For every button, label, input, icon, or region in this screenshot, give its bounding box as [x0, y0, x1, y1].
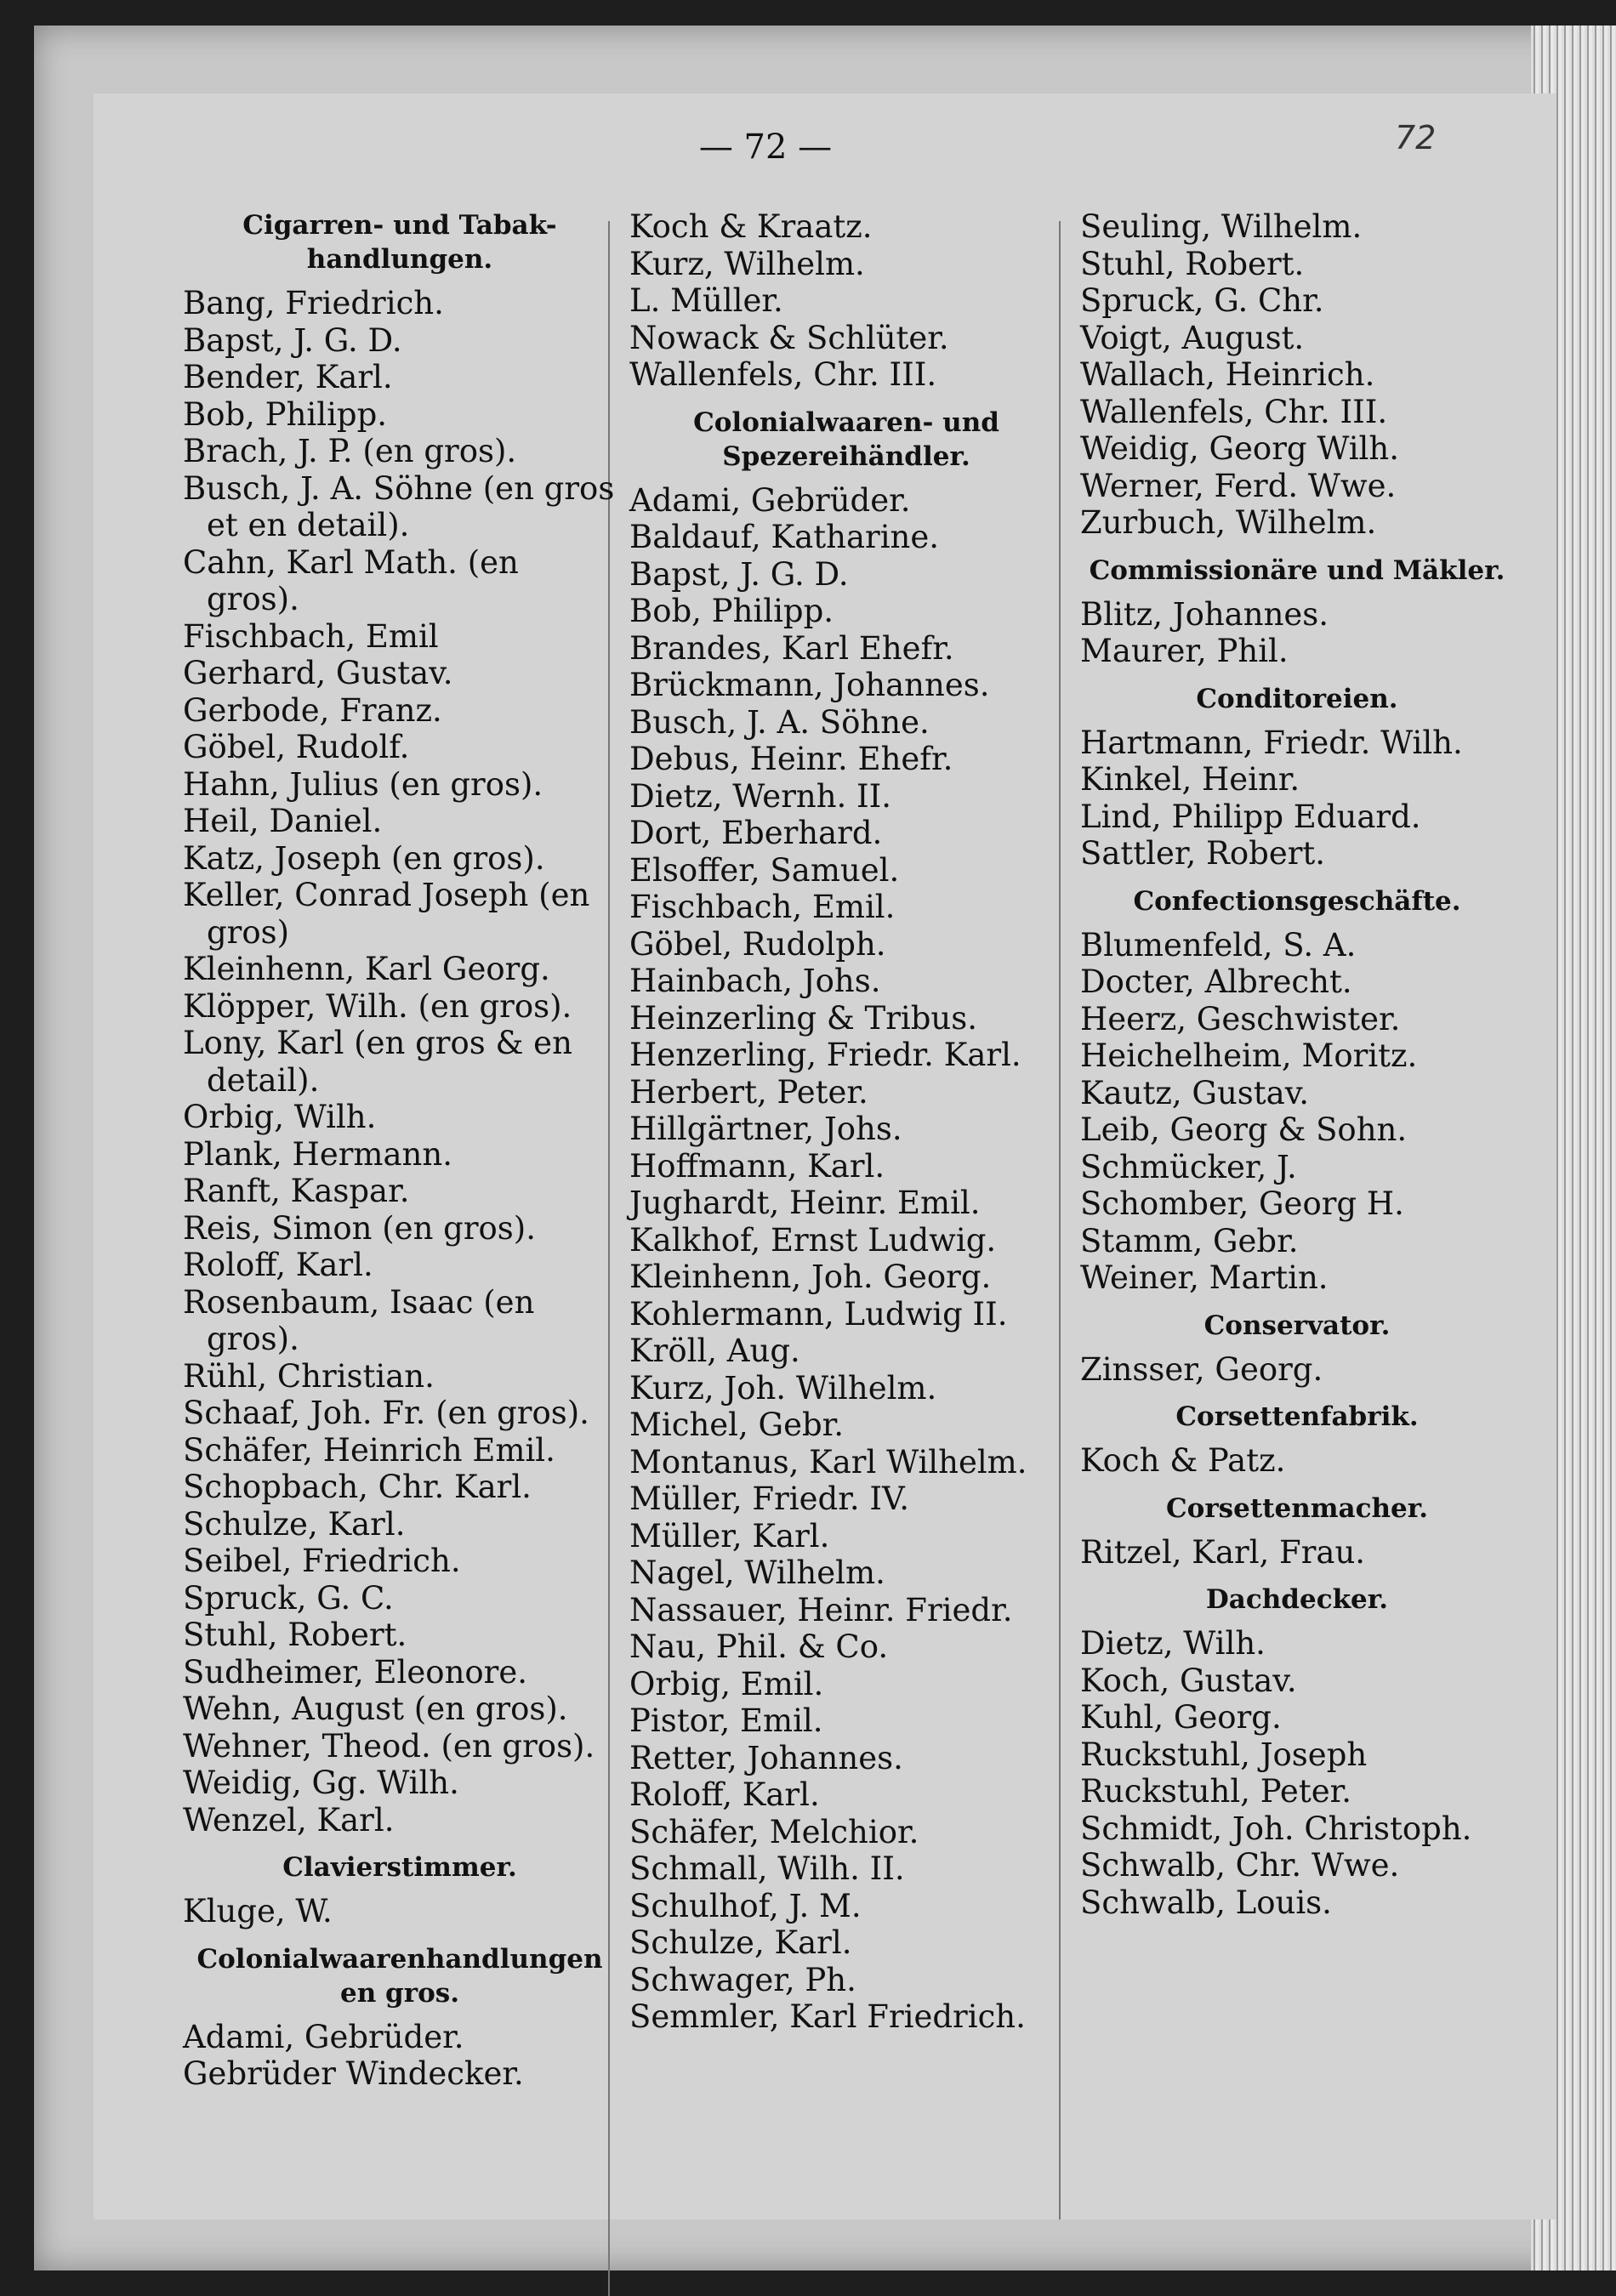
directory-entry: Kuhl, Georg. [1080, 1699, 1282, 1736]
directory-entry: Koch, Gustav. [1080, 1662, 1297, 1699]
directory-entry: Plank, Hermann. [183, 1135, 452, 1173]
directory-entry: Henzerling, Friedr. Karl. [629, 1037, 1021, 1073]
directory-entry: Hainbach, Johs. [629, 963, 881, 999]
directory-entry: Adami, Gebrüder. [183, 2018, 464, 2055]
directory-entry: Kurz, Joh. Wilhelm. [629, 1369, 937, 1407]
handwritten-page-note: 72 [1395, 119, 1437, 156]
directory-entry: Schmidt, Joh. Christoph. [1080, 1810, 1472, 1847]
directory-entry: Michel, Gebr. [629, 1407, 845, 1443]
directory-entry: Kleinhenn, Karl Georg. [183, 951, 550, 987]
directory-entry: Semmler, Karl Friedrich. [629, 1998, 1026, 2035]
directory-entry: Rühl, Christian. [183, 1357, 435, 1395]
directory-entry: Stamm, Gebr. [1080, 1222, 1299, 1259]
directory-entry: Keller, Conrad Joseph (en gros) [183, 877, 590, 951]
directory-entry: Busch, J. A. Söhne. [629, 703, 930, 741]
directory-entry: Nau, Phil. & Co. [629, 1628, 889, 1665]
directory-entry: Dietz, Wernh. II. [629, 777, 892, 815]
directory-entry: Adami, Gebrüder. [629, 481, 911, 519]
directory-entry: Bapst, J. G. D. [629, 555, 849, 593]
directory-entry: Hoffmann, Karl. [629, 1147, 885, 1185]
directory-entry: Werner, Ferd. Wwe. [1080, 467, 1397, 504]
directory-entry: L. Müller. [629, 282, 783, 319]
directory-entry: Jughardt, Heinr. Emil. [629, 1185, 981, 1221]
directory-entry: Ruckstuhl, Peter. [1080, 1773, 1351, 1810]
directory-entry: Schäfer, Melchior. [629, 1813, 919, 1850]
directory-entry: Maurer, Phil. [1080, 633, 1289, 669]
page-number: — 72 — [698, 128, 833, 167]
directory-entry: Brückmann, Johannes. [629, 667, 990, 703]
directory-entry: Kalkhof, Ernst Ludwig. [629, 1221, 997, 1259]
directory-entry: Ruckstuhl, Joseph [1080, 1736, 1368, 1773]
directory-entry: Wallenfels, Chr. III. [629, 356, 937, 393]
directory-entry: Schulze, Karl. [629, 1924, 852, 1961]
directory-entry: Orbig, Emil. [629, 1665, 824, 1702]
directory-entry: Docter, Albrecht. [1080, 963, 1352, 1000]
section-heading: Commissionäre und Mäkler. [1089, 554, 1505, 586]
directory-entry: Bapst, J. G. D. [183, 321, 402, 359]
directory-entry: Dietz, Wilh. [1080, 1625, 1266, 1662]
directory-entry: Schwalb, Chr. Wwe. [1080, 1847, 1400, 1884]
directory-entry: Montanus, Karl Wilhelm. [629, 1443, 1027, 1480]
directory-entry: Koch & Kraatz. [629, 208, 873, 245]
section-heading: Dachdecker. [1205, 1584, 1389, 1615]
directory-entry: Schwager, Ph. [629, 1961, 856, 1998]
directory-entry: Bender, Karl. [183, 359, 393, 395]
directory-entry: Heichelheim, Moritz. [1080, 1037, 1418, 1074]
directory-entry: Herbert, Peter. [629, 1073, 868, 1111]
section-heading: Colonialwaarenhandlungen en gros. [196, 1943, 603, 2009]
section-heading: Conservator. [1203, 1310, 1391, 1341]
directory-entry: Heerz, Geschwister. [1080, 1000, 1401, 1037]
directory-entry: Baldauf, Katharine. [629, 519, 940, 555]
section-heading: Cigarren- und Tabak-handlungen. [242, 210, 557, 275]
section-heading: Confectionsgeschäfte. [1133, 885, 1461, 917]
directory-entry: Schulze, Karl. [183, 1505, 406, 1543]
directory-entry: Schulhof, J. M. [629, 1887, 862, 1924]
directory-entry: Hillgärtner, Johs. [629, 1111, 902, 1147]
directory-entry: Kleinhenn, Joh. Georg. [629, 1259, 992, 1295]
directory-entry: Kluge, W. [183, 1893, 333, 1929]
directory-entry: Lony, Karl (en gros & en detail). [183, 1025, 572, 1099]
directory-entry: Kröll, Aug. [629, 1333, 800, 1369]
directory-entry: Busch, J. A. Söhne (en gros et en detail). [183, 469, 615, 543]
directory-entry: Kinkel, Heinr. [1080, 761, 1300, 798]
directory-entry: Fischbach, Emil [183, 617, 439, 655]
directory-entry: Schaaf, Joh. Fr. (en gros). [183, 1395, 589, 1431]
directory-entry: Zurbuch, Wilhelm. [1080, 504, 1377, 541]
directory-entry: Sudheimer, Eleonore. [183, 1653, 528, 1691]
directory-entry: Gerbode, Franz. [183, 691, 442, 729]
directory-entry: Koch & Patz. [1080, 1442, 1286, 1479]
section-heading: Corsettenmacher. [1165, 1492, 1429, 1524]
directory-entry: Kautz, Gustav. [1080, 1074, 1309, 1111]
directory-entry: Elsoffer, Samuel. [629, 851, 900, 889]
directory-entry: Wenzel, Karl. [183, 1801, 395, 1839]
directory-entry: Kurz, Wilhelm. [629, 245, 865, 282]
directory-entry: Wehn, August (en gros). [183, 1691, 568, 1727]
directory-entry: Zinsser, Georg. [1080, 1350, 1323, 1388]
section-heading: Corsettenfabrik. [1175, 1401, 1419, 1432]
directory-entry: Nagel, Wilhelm. [629, 1554, 885, 1591]
directory-entry: Bang, Friedrich. [183, 285, 444, 321]
directory-entry: Schwalb, Louis. [1080, 1884, 1332, 1921]
directory-entry: Schomber, Georg H. [1080, 1185, 1404, 1222]
directory-entry: Weidig, Gg. Wilh. [183, 1765, 459, 1801]
directory-entry: Heil, Daniel. [183, 803, 383, 839]
directory-entry: Seuling, Wilhelm. [1080, 208, 1363, 245]
directory-entry: Schopbach, Chr. Karl. [183, 1469, 532, 1505]
directory-entry: Müller, Karl. [629, 1517, 830, 1554]
directory-entry: Debus, Heinr. Ehefr. [629, 741, 953, 777]
directory-entry: Ranft, Kaspar. [183, 1173, 410, 1209]
directory-entry: Klöpper, Wilh. (en gros). [183, 987, 572, 1025]
directory-entry: Brandes, Karl Ehefr. [629, 629, 954, 667]
directory-entry: Blitz, Johannes. [1080, 595, 1329, 633]
directory-entry: Roloff, Karl. [629, 1776, 820, 1813]
directory-entry: Nassauer, Heinr. Friedr. [629, 1591, 1013, 1628]
directory-entry: Stuhl, Robert. [183, 1617, 407, 1653]
column-1 [183, 208, 617, 2093]
section-heading: Clavierstimmer. [282, 1852, 517, 1883]
directory-entry: Wehner, Theod. (en gros). [183, 1727, 595, 1765]
directory-entry: Reis, Simon (en gros). [183, 1209, 536, 1247]
directory-entry: Gebrüder Windecker. [183, 2055, 524, 2092]
directory-entry: Göbel, Rudolph. [629, 925, 886, 963]
directory-entry: Brach, J. P. (en gros). [183, 433, 517, 469]
directory-entry: Spruck, G. Chr. [1080, 282, 1324, 319]
directory-entry: Leib, Georg & Sohn. [1080, 1111, 1408, 1148]
column-2 [629, 208, 1063, 2036]
directory-entry: Voigt, August. [1080, 319, 1305, 356]
directory-entry: Weidig, Georg Wilh. [1080, 430, 1399, 467]
directory-entry: Weiner, Martin. [1080, 1259, 1329, 1296]
column-3 [1080, 208, 1514, 1921]
directory-entry: Bob, Philipp. [629, 593, 834, 629]
directory-entry: Kohlermann, Ludwig II. [629, 1295, 1008, 1333]
directory-entry: Dort, Eberhard. [629, 815, 883, 851]
section-heading: Conditoreien. [1196, 683, 1398, 714]
directory-entry: Schäfer, Heinrich Emil. [183, 1431, 555, 1469]
directory-entry: Schmall, Wilh. II. [629, 1850, 905, 1887]
directory-entry: Müller, Friedr. IV. [629, 1480, 909, 1517]
directory-entry: Sattler, Robert. [1080, 835, 1326, 872]
directory-entry: Hahn, Julius (en gros). [183, 765, 543, 803]
directory-entry: Wallenfels, Chr. III. [1080, 393, 1388, 430]
directory-entry: Seibel, Friedrich. [183, 1543, 461, 1579]
directory-entry: Fischbach, Emil. [629, 889, 896, 925]
directory-entry: Roloff, Karl. [183, 1247, 373, 1283]
directory-entry: Nowack & Schlüter. [629, 319, 949, 356]
directory-entry: Rosenbaum, Isaac (en gros). [183, 1283, 535, 1357]
directory-entry: Gerhard, Gustav. [183, 655, 453, 691]
directory-entry: Blumenfeld, S. A. [1080, 926, 1357, 963]
directory-entry: Orbig, Wilh. [183, 1099, 377, 1135]
directory-entry: Göbel, Rudolf. [183, 729, 410, 765]
directory-entry: Spruck, G. C. [183, 1579, 394, 1617]
directory-entry: Heinzerling & Tribus. [629, 999, 978, 1037]
section-heading: Colonialwaaren- und Spezereihändler. [693, 406, 999, 472]
directory-entry: Ritzel, Karl, Frau. [1080, 1533, 1366, 1571]
directory-entry: Retter, Johannes. [629, 1739, 903, 1776]
directory-entry: Hartmann, Friedr. Wilh. [1080, 724, 1463, 761]
directory-entry: Katz, Joseph (en gros). [183, 839, 545, 877]
directory-entry: Schmücker, J. [1080, 1148, 1297, 1185]
directory-entry: Pistor, Emil. [629, 1702, 823, 1739]
directory-entry: Cahn, Karl Math. (en gros). [183, 543, 519, 617]
directory-entry: Wallach, Heinrich. [1080, 356, 1375, 393]
directory-entry: Bob, Philipp. [183, 395, 388, 433]
directory-entry: Stuhl, Robert. [1080, 245, 1305, 282]
directory-entry: Lind, Philipp Eduard. [1080, 798, 1421, 835]
